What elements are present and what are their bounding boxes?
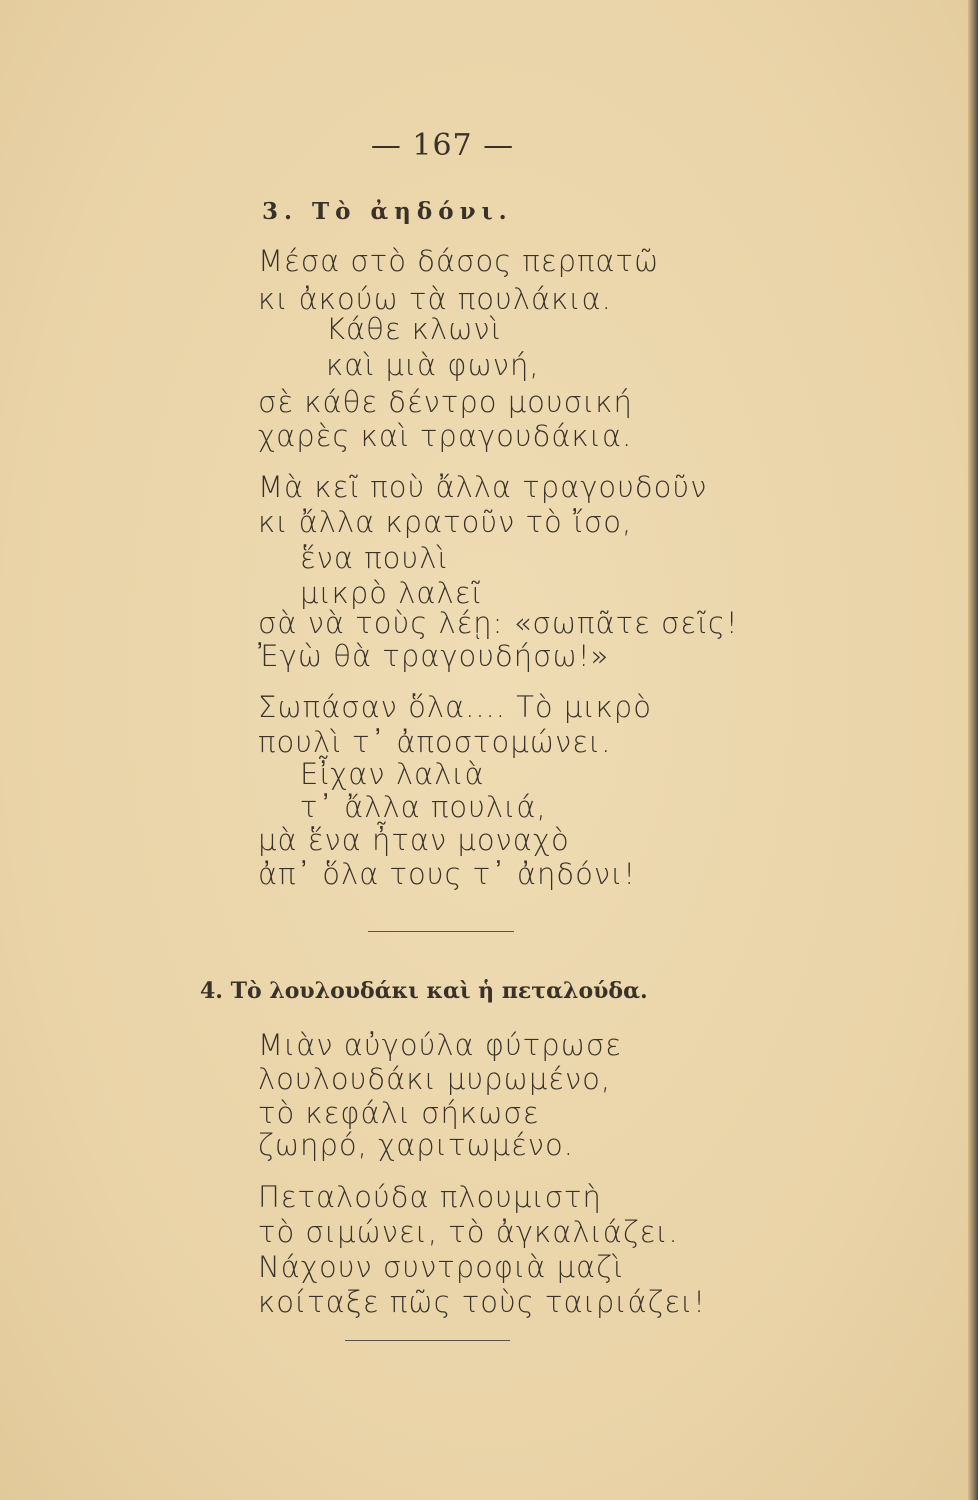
poem-line: Νάχουν συντροφιὰ μαζὶ: [258, 1250, 624, 1284]
poem-line: ἀπ᾽ ὅλα τους τ᾽ ἀηδόνι!: [258, 857, 636, 891]
poem-line: Μέσα στὸ δάσος περπατῶ: [258, 244, 660, 278]
poem-line: μὰ ἕνα ἦταν μοναχὸ: [258, 823, 570, 857]
poem-line: κι ἀκούω τὰ πουλάκια.: [258, 282, 612, 316]
poem-line: κοίταξε πῶς τοὺς ταιριάζει!: [258, 1285, 706, 1319]
poem-line: Σωπάσαν ὅλα.... Τὸ μικρὸ: [258, 690, 652, 724]
poem-line: καὶ μιὰ φωνή,: [326, 348, 540, 382]
poem-line: ἕνα πουλὶ: [300, 541, 449, 575]
poem-line: λουλουδάκι μυρωμένο,: [258, 1062, 612, 1096]
poem-line: σὲ κάθε δέντρο μουσική: [258, 385, 633, 419]
poem-line: μικρὸ λαλεῖ: [300, 576, 483, 610]
poem-4-title: 4. Τὸ λουλουδάκι καὶ ἡ πεταλούδα.: [200, 978, 648, 1004]
poem-line: Κάθε κλωνὶ: [326, 312, 502, 346]
page-number: — 167 —: [370, 128, 515, 163]
poem-line: τὸ σιμώνει, τὸ ἀγκαλιάζει.: [258, 1215, 679, 1249]
poem-line: Μὰ κεῖ ποὺ ἄλλα τραγουδοῦν: [258, 470, 708, 504]
poem-line: τὸ κεφάλι σήκωσε: [258, 1096, 540, 1130]
poem-line: Μιὰν αὐγούλα φύτρωσε: [258, 1028, 622, 1062]
poem-3-title: 3. Τὸ ἀηδόνι.: [262, 198, 513, 225]
page-edge-shadow: [968, 0, 978, 1500]
poem-line: πουλὶ τ᾽ ἀποστομώνει.: [258, 725, 612, 759]
end-divider: [345, 1340, 510, 1341]
poem-line: σὰ νὰ τοὺς λέῃ: «σωπᾶτε σεῖς!: [258, 606, 739, 640]
poem-line: Ἐγὼ θὰ τραγουδήσω!»: [258, 639, 610, 673]
poem-line: χαρὲς καὶ τραγουδάκια.: [258, 419, 633, 453]
poem-line: τ᾽ ἄλλα πουλιά,: [300, 790, 547, 824]
poem-line: Εἶχαν λαλιὰ: [300, 757, 485, 791]
poem-line: Πεταλούδα πλουμιστὴ: [258, 1180, 602, 1214]
section-divider: [368, 931, 514, 932]
poem-line: ζωηρό, χαριτωμένο.: [258, 1128, 574, 1162]
poem-line: κι ἄλλα κρατοῦν τὸ ἴσο,: [258, 505, 633, 539]
